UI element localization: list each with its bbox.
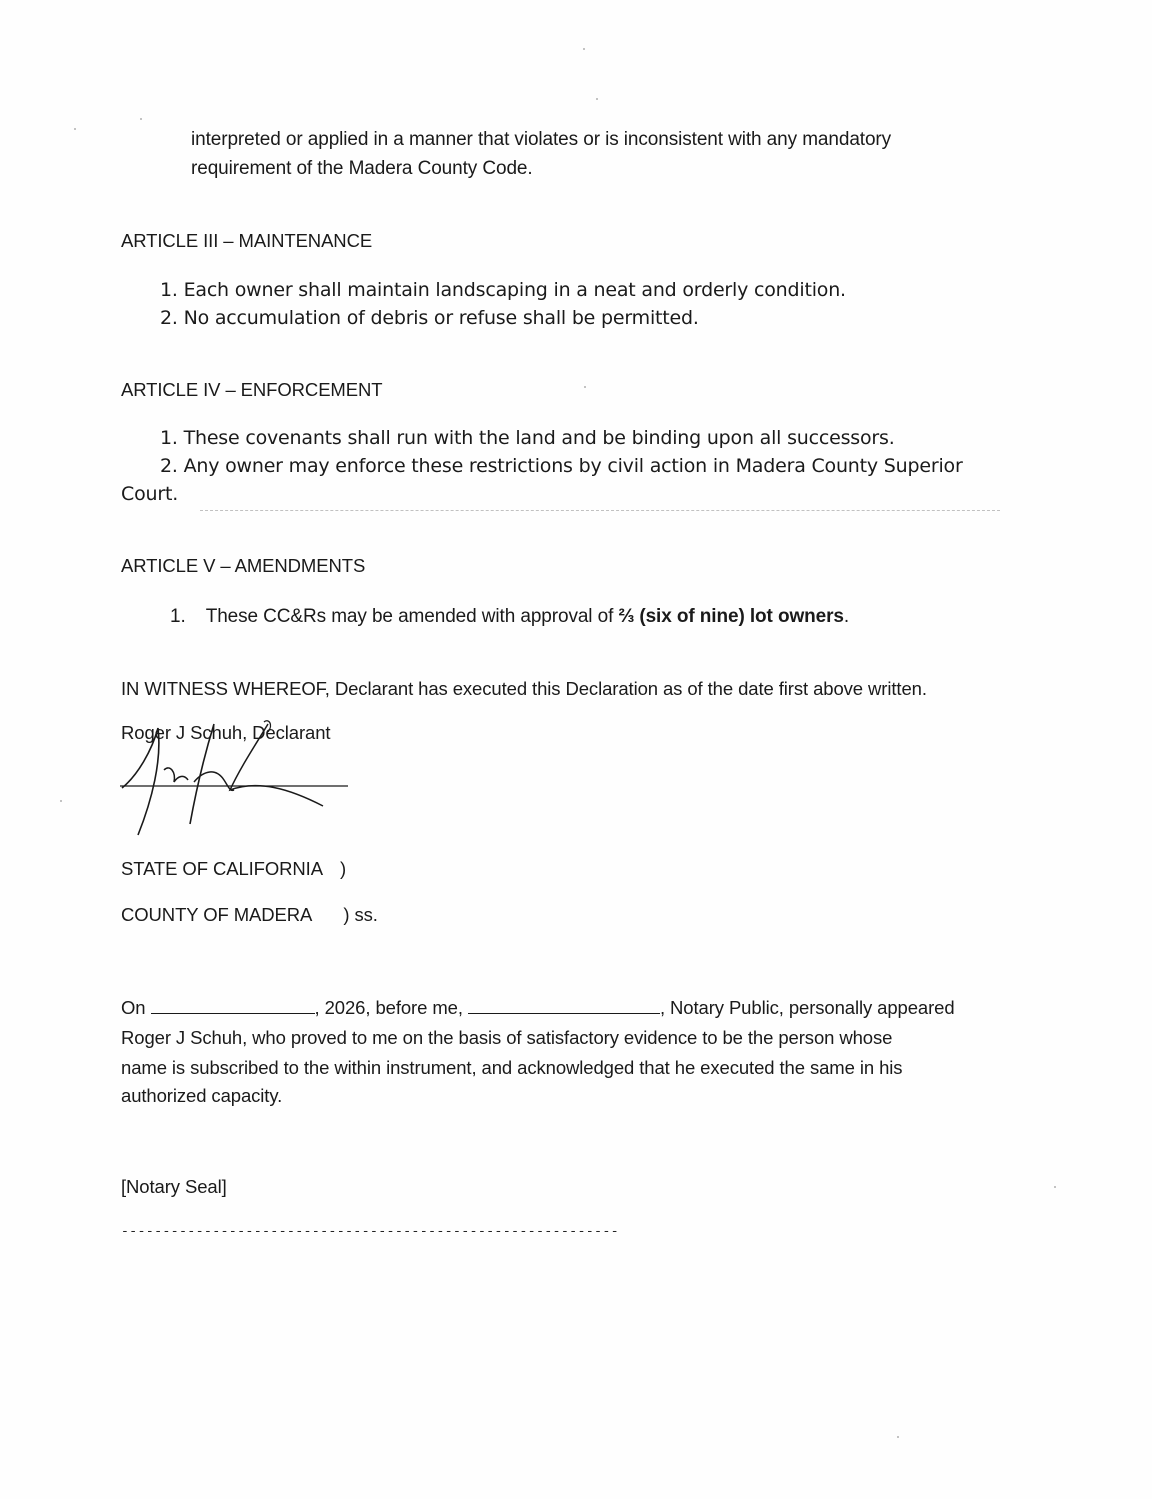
article-5-item-1-bold: ⅔ (six of nine) lot owners <box>618 606 844 627</box>
handwritten-signature <box>118 720 358 840</box>
article-5-item-1-end: . <box>843 606 850 627</box>
article-5-item-1-number: 1. <box>170 606 186 627</box>
witness-statement: IN WITNESS WHEREOF, Declarant has executed this Declaration as of the date first above written. <box>121 678 927 699</box>
article-5-item-1-text: These CC&Rs may be amended with approval of <box>205 606 619 627</box>
acknowledgment-year-text: , 2026, before me, <box>314 997 463 1018</box>
scan-speck <box>897 1436 899 1438</box>
continuation-line-2: requirement of the Madera County Code. <box>191 158 533 179</box>
date-blank[interactable] <box>151 995 315 1014</box>
venue-state-text: STATE OF CALIFORNIA <box>121 858 322 879</box>
scan-speck <box>1054 1186 1056 1188</box>
venue-county <box>121 901 378 929</box>
declarant-line: Roger J Schuh, Declarant <box>121 722 331 743</box>
acknowledgment-line-4: authorized capacity. <box>121 1085 283 1106</box>
acknowledgment-line-2: Roger J Schuh, who proved to me on the basis of satisfactory evidence to be the person whose <box>121 1027 893 1048</box>
article-3-item-1: 1. Each owner shall maintain landscaping in a neat and orderly condition. <box>160 279 846 301</box>
scan-artifact-line <box>200 510 1000 512</box>
venue-county-paren: ) ss. <box>343 904 378 925</box>
scan-speck <box>140 118 142 120</box>
acknowledgment-line-1 <box>121 994 955 1022</box>
article-4-heading: ARTICLE IV – ENFORCEMENT <box>121 379 383 400</box>
article-3-item-2: 2. No accumulation of debris or refuse shall be permitted. <box>160 307 699 329</box>
notary-seal-dashes: ------------------------------------------------------------ <box>121 1224 620 1239</box>
article-5-heading: ARTICLE V – AMENDMENTS <box>121 555 366 576</box>
scan-speck <box>74 128 76 130</box>
article-4-item-2-line-1: 2. Any owner may enforce these restrictions by civil action in Madera County Superior <box>160 455 963 477</box>
acknowledgment-line-3: name is subscribed to the within instrument, and acknowledged that he executed the same in his <box>121 1057 903 1078</box>
venue-county-text: COUNTY OF MADERA <box>121 904 312 925</box>
venue-state <box>121 855 346 883</box>
acknowledgment-notary-text: , Notary Public, personally appeared <box>659 997 955 1018</box>
scan-speck <box>583 48 585 50</box>
scan-speck <box>584 386 586 388</box>
scan-speck <box>596 98 598 100</box>
scan-speck <box>60 800 62 802</box>
article-5-item-1 <box>170 603 849 631</box>
continuation-line-1: interpreted or applied in a manner that violates or is inconsistent with any mandatory <box>191 129 892 150</box>
notary-name-blank[interactable] <box>468 995 660 1014</box>
venue-state-paren: ) <box>340 858 347 879</box>
acknowledgment-on: On <box>121 997 146 1018</box>
article-4-item-1: 1. These covenants shall run with the land and be binding upon all successors. <box>160 427 895 449</box>
article-4-item-2-line-2: Court. <box>121 483 179 505</box>
notary-seal-label: [Notary Seal] <box>121 1176 227 1197</box>
article-3-heading: ARTICLE III – MAINTENANCE <box>121 230 373 251</box>
